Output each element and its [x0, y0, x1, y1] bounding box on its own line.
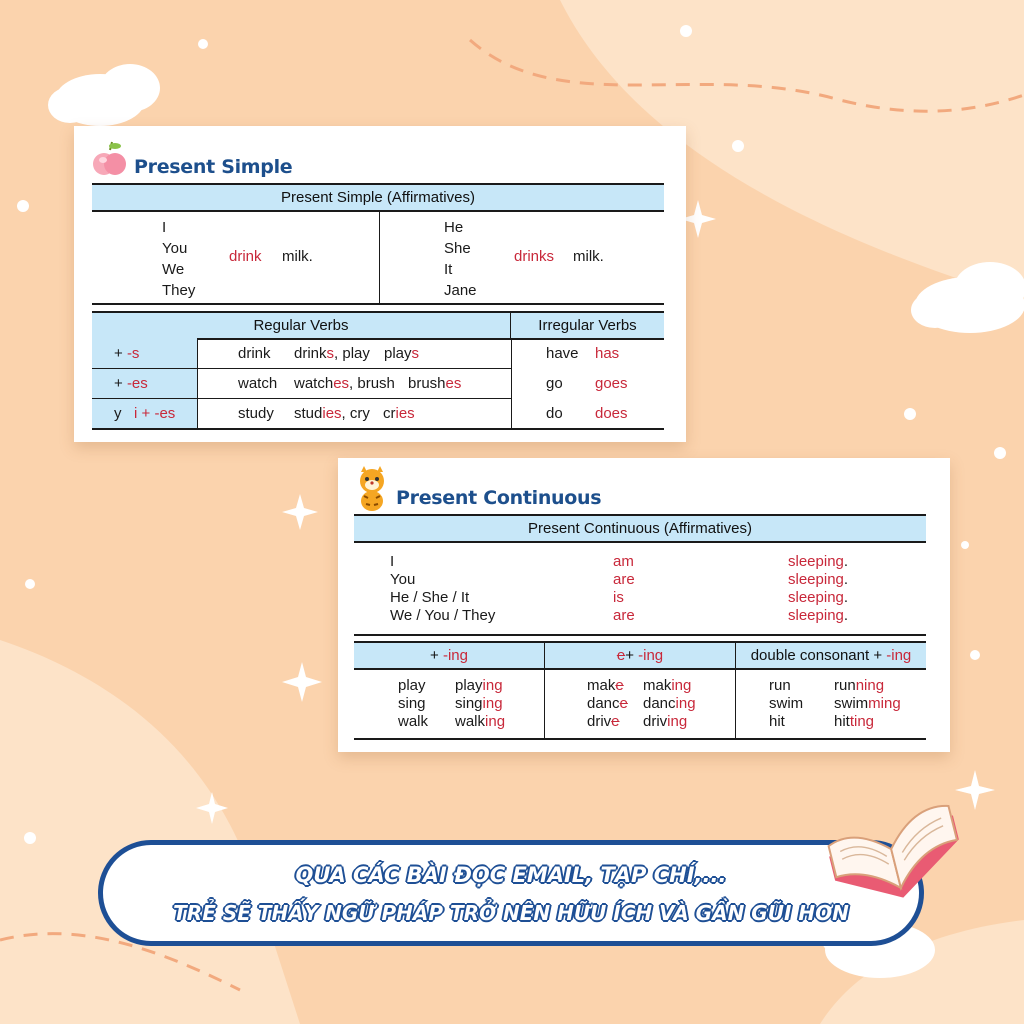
banner-line-1: QUA CÁC BÀI ĐỌC EMAIL, TẠP CHÍ,...	[295, 863, 727, 887]
double-consonant-ing-rule-header: double consonant + -ing	[736, 641, 926, 670]
drop-e-ing-rule-header: e + -ing	[545, 641, 736, 670]
verb-example: studies, cry	[294, 405, 370, 422]
irregular-base: have	[546, 345, 579, 362]
open-book-icon	[822, 800, 972, 915]
verb-base: drink	[238, 345, 271, 362]
irregular-base: go	[546, 375, 563, 392]
irregular-form: does	[595, 405, 628, 422]
present-continuous-title: Present Continuous	[396, 487, 602, 509]
ing-rule-header: + -ing	[354, 641, 545, 670]
cloud-icon	[911, 262, 1024, 333]
object-milk: milk.	[573, 248, 604, 265]
regular-verbs-header: Regular Verbs	[92, 311, 511, 340]
verb-drinks: drinks	[514, 248, 555, 265]
verb-base: watch	[238, 375, 278, 392]
double-consonant-ing-forms: running swimming hitting	[834, 677, 901, 730]
present-simple-card	[74, 126, 686, 442]
irregular-form: has	[595, 345, 620, 362]
bottom-banner	[98, 840, 924, 946]
continuous-be-verbs: am are is are	[613, 553, 635, 624]
verb-example: cries	[383, 405, 415, 422]
subject-list-singular: He She It Jane	[444, 219, 477, 299]
drop-e-base-verbs: make dance drive	[587, 677, 628, 730]
verb-example: drinks, play	[294, 345, 370, 362]
drop-e-ing-forms: making dancing driving	[643, 677, 696, 730]
object-milk: milk.	[282, 248, 313, 265]
rule-plus-es: + -es	[114, 375, 148, 392]
tiger-icon	[354, 466, 390, 512]
present-simple-title: Present Simple	[134, 156, 293, 178]
subject-list-plural: I You We They	[162, 219, 196, 299]
verb-example: watches, brush	[294, 375, 395, 392]
verb-base: study	[238, 405, 274, 422]
apple-icon	[93, 140, 127, 180]
rule-plus-s: + -s	[114, 345, 140, 362]
irregular-form: goes	[595, 375, 628, 392]
present-continuous-card	[338, 458, 950, 752]
present-continuous-affirmatives-header: Present Continuous (Affirmatives)	[354, 514, 926, 543]
ing-forms: playing singing walking	[455, 677, 506, 730]
continuous-subjects: I You He / She / It We / You / They	[390, 553, 496, 624]
ing-base-verbs: play sing walk	[398, 677, 429, 730]
verb-example: plays	[384, 345, 420, 362]
banner-line-2: TRẺ SẼ THẤY NGỮ PHÁP TRỞ NÊN HỮU ÍCH VÀ GẦN GŨI HƠN	[173, 901, 849, 925]
verb-example: brushes	[408, 375, 462, 392]
continuous-verbs: sleeping. sleeping. sleeping. sleeping.	[788, 553, 849, 624]
rule-y-to-ies: y i + -es	[114, 405, 176, 422]
irregular-verbs-header: Irregular Verbs	[511, 311, 664, 340]
double-consonant-base-verbs: run swim hit	[769, 677, 804, 730]
present-simple-affirmatives-header: Present Simple (Affirmatives)	[92, 183, 664, 212]
cloud-icon	[48, 64, 160, 126]
irregular-base: do	[546, 405, 563, 422]
verb-drink: drink	[229, 248, 262, 265]
